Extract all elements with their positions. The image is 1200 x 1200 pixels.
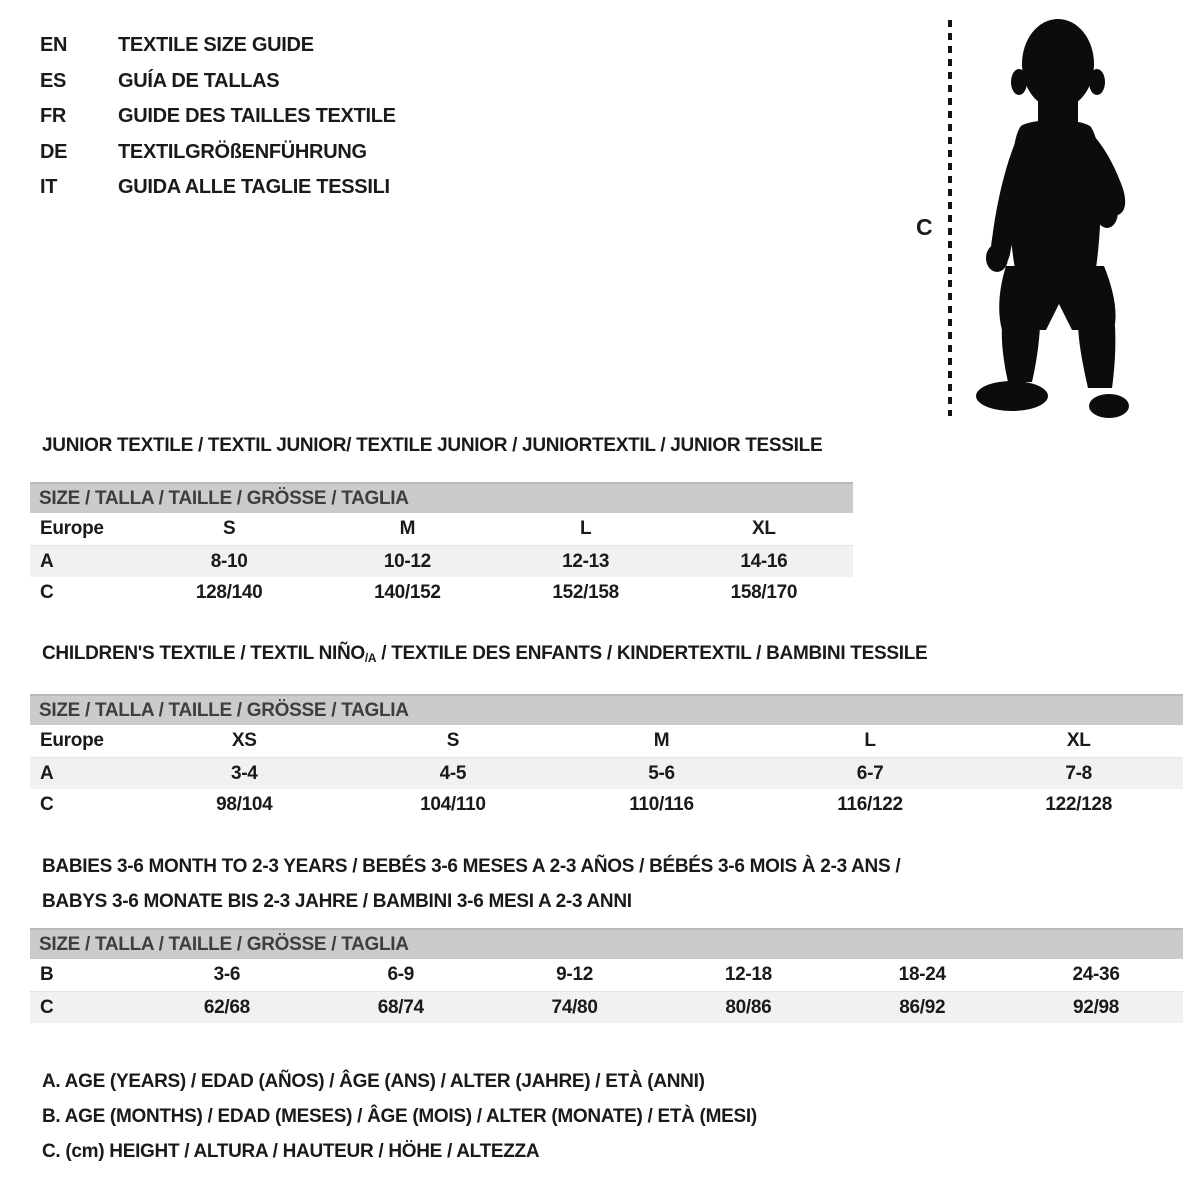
- size-cell: 110/116: [629, 794, 694, 815]
- size-cell: 18-24: [898, 964, 946, 985]
- size-cell: 5-6: [648, 762, 675, 784]
- size-table-header: [30, 694, 1183, 725]
- size-cell: 12-18: [724, 964, 772, 985]
- size-cell: 3-6: [213, 964, 241, 985]
- language-title: GUIDE DES TAILLES TEXTILE: [118, 105, 396, 128]
- section-title-line: BABYS 3-6 MONATE BIS 2-3 JAHRE / BAMBINI 3-6 MESI A 2-3 ANNI: [42, 891, 632, 912]
- legend: [42, 1064, 757, 1169]
- height-measure-label: C: [916, 214, 933, 240]
- language-row: [40, 135, 396, 171]
- size-cell: L: [864, 730, 876, 751]
- section-title-line: CHILDREN'S TEXTILE / TEXTIL $NIÑO_{/A}$ / TEXTILE DES ENFANTS / KINDERTEXTIL / BAMBINI TESSILE: [42, 643, 928, 665]
- row-label: Europe: [40, 730, 104, 751]
- size-cell: 8-10: [210, 550, 248, 572]
- language-row: [40, 99, 396, 135]
- language-code: EN: [40, 34, 68, 57]
- size-cell: 152/158: [552, 582, 619, 603]
- table-row: [30, 757, 1183, 789]
- size-table: [30, 482, 853, 609]
- size-cell: 80/86: [725, 996, 772, 1018]
- row-label: B: [40, 964, 54, 985]
- row-label: C: [40, 582, 54, 603]
- size-header-label: SIZE / TALLA / TAILLE / GRÖSSE / TAGLIA: [39, 487, 409, 509]
- size-cell: 6-7: [856, 762, 884, 784]
- size-cell: 104/110: [420, 794, 486, 815]
- language-code: ES: [40, 69, 67, 92]
- size-cell: 116/122: [837, 794, 903, 815]
- size-cell: 92/98: [1073, 996, 1120, 1018]
- language-row: [40, 170, 396, 206]
- size-cell: 3-4: [231, 762, 258, 784]
- language-title: TEXTILGRÖßENFÜHRUNG: [118, 140, 367, 163]
- size-table: [30, 928, 1183, 1023]
- section-title: [42, 849, 1183, 919]
- table-row: [30, 577, 853, 609]
- size-cell: 98/104: [216, 794, 273, 815]
- size-header-label: SIZE / TALLA / TAILLE / GRÖSSE / TAGLIA: [39, 699, 409, 721]
- row-label: A: [40, 762, 54, 784]
- size-cell: 24-36: [1072, 964, 1120, 985]
- table-row: [30, 991, 1183, 1023]
- size-header-label: SIZE / TALLA / TAILLE / GRÖSSE / TAGLIA: [39, 933, 409, 955]
- language-title: TEXTILE SIZE GUIDE: [118, 34, 314, 57]
- row-label: A: [40, 550, 54, 572]
- toddler-silhouette-icon: [966, 16, 1136, 420]
- height-measure-line: [948, 20, 952, 416]
- size-table: [30, 694, 1183, 821]
- size-cell: 4-5: [439, 762, 467, 784]
- language-title: GUÍA DE TALLAS: [118, 69, 280, 92]
- language-code: FR: [40, 105, 67, 128]
- language-code: DE: [40, 140, 68, 163]
- size-cell: XL: [752, 518, 776, 539]
- size-cell: 12-13: [562, 550, 610, 572]
- legend-line: B. AGE (MONTHS) / EDAD (MESES) / ÂGE (MOIS) / ALTER (MONATE) / ETÀ (MESI): [42, 1106, 757, 1127]
- table-row: [30, 725, 1183, 757]
- table-row: [30, 513, 853, 545]
- size-cell: 14-16: [740, 550, 788, 572]
- size-table-header: [30, 928, 1183, 959]
- size-cell: XS: [231, 730, 257, 751]
- size-cell: 9-12: [556, 964, 593, 985]
- size-cell: 128/140: [195, 582, 263, 603]
- table-row: [30, 789, 1183, 821]
- size-cell: 10-12: [383, 550, 431, 572]
- language-row: [40, 64, 396, 100]
- size-cell: 86/92: [899, 996, 946, 1018]
- size-section: [30, 436, 1183, 609]
- size-section: [30, 644, 1183, 821]
- section-title-line: BABIES 3-6 MONTH TO 2-3 YEARS / BEBÉS 3-6 MESES A 2-3 AÑOS / BÉBÉS 3-6 MOIS À 2-3 ANS /: [42, 856, 901, 877]
- language-list: [40, 28, 396, 206]
- size-cell: 122/128: [1045, 794, 1112, 815]
- section-title: [42, 644, 1183, 668]
- language-code: IT: [40, 176, 58, 199]
- section-title-line: JUNIOR TEXTILE / TEXTIL JUNIOR/ TEXTILE JUNIOR / JUNIORTEXTIL / JUNIOR TESSILE: [42, 435, 823, 456]
- table-row: [30, 959, 1183, 991]
- table-row: [30, 545, 853, 577]
- size-section: [30, 849, 1183, 1023]
- size-cell: 74/80: [551, 996, 598, 1018]
- size-cell: 158/170: [730, 582, 798, 603]
- size-cell: M: [653, 730, 670, 751]
- legend-line: A. AGE (YEARS) / EDAD (AÑOS) / ÂGE (ANS) / ALTER (JAHRE) / ETÀ (ANNI): [42, 1071, 705, 1092]
- size-table-header: [30, 482, 853, 513]
- size-cell: 6-9: [387, 964, 415, 985]
- size-cell: S: [446, 730, 460, 751]
- row-label: Europe: [40, 518, 104, 539]
- size-cell: 62/68: [203, 996, 250, 1018]
- size-cell: 68/74: [377, 996, 424, 1018]
- row-label: C: [40, 794, 54, 815]
- size-cell: 7-8: [1065, 762, 1092, 784]
- size-cell: M: [399, 518, 416, 539]
- legend-line: C. (cm) HEIGHT / ALTURA / HAUTEUR / HÖHE / ALTEZZA: [42, 1141, 540, 1162]
- row-label: C: [40, 996, 54, 1018]
- size-cell: XL: [1066, 730, 1091, 751]
- language-title: GUIDA ALLE TAGLIE TESSILI: [118, 176, 390, 199]
- size-cell: S: [222, 518, 236, 539]
- section-title: [42, 436, 1183, 456]
- language-row: [40, 28, 396, 64]
- size-cell: 140/152: [374, 582, 441, 603]
- size-cell: L: [579, 518, 592, 539]
